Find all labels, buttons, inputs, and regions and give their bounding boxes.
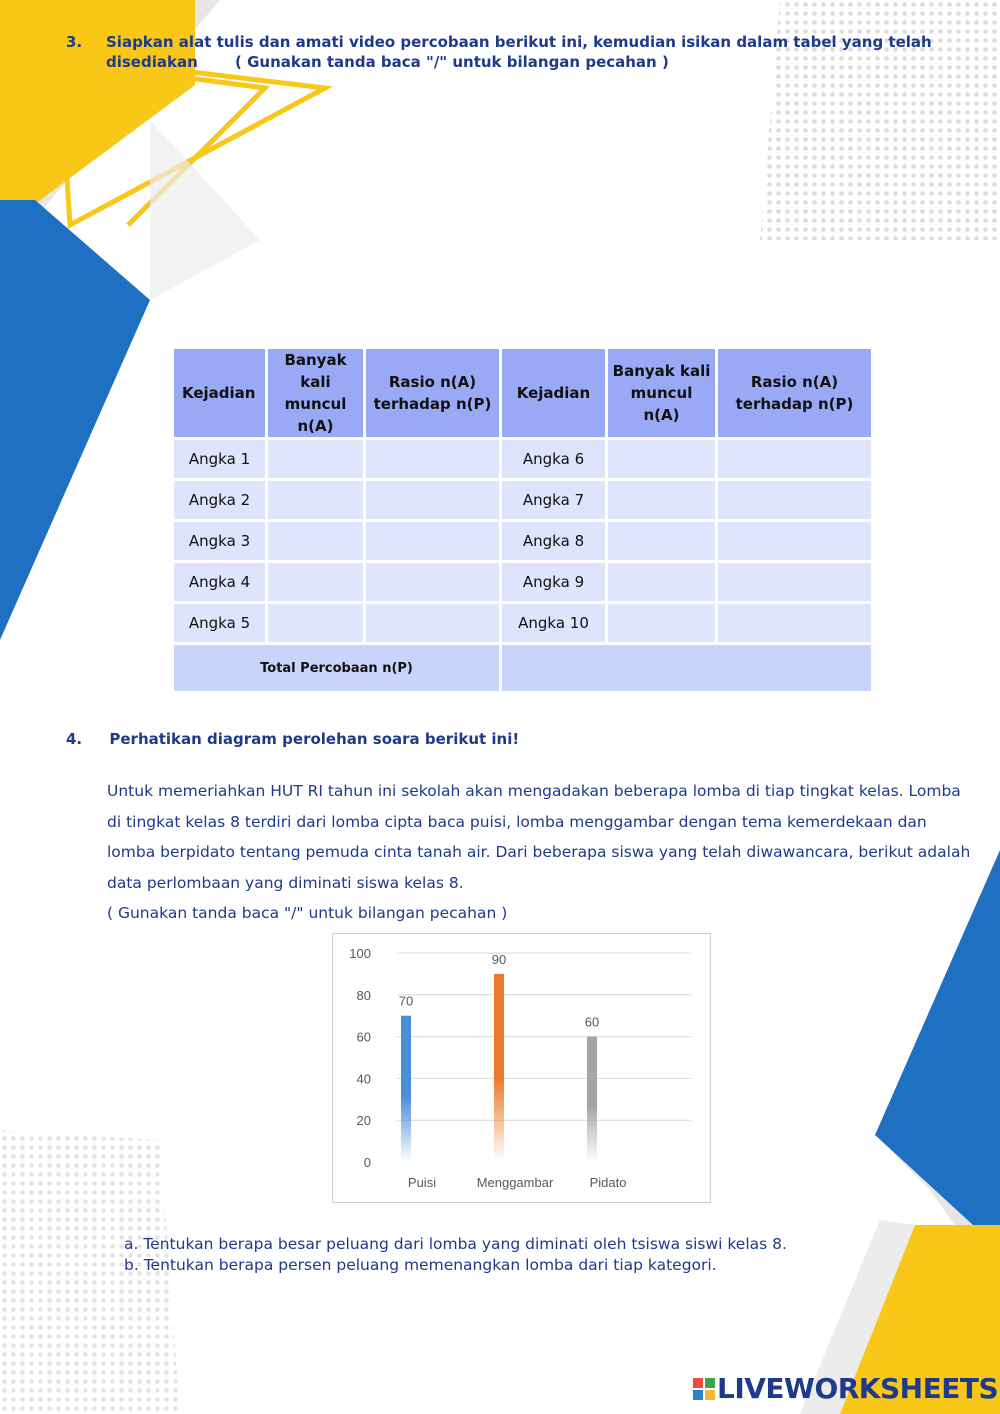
data-label: 70 bbox=[398, 993, 414, 1009]
answer-input[interactable] bbox=[607, 439, 717, 480]
answer-input[interactable] bbox=[607, 480, 717, 521]
bar-menggambar bbox=[494, 974, 504, 1162]
answer-input[interactable] bbox=[267, 521, 365, 562]
data-label: 90 bbox=[491, 951, 507, 967]
header-kejadian-left: Kejadian bbox=[173, 348, 267, 439]
y-tick-label: 20 bbox=[356, 1113, 371, 1129]
answer-input[interactable] bbox=[607, 521, 717, 562]
liveworksheets-logo-icon bbox=[693, 1378, 715, 1400]
row-label-right: Angka 6 bbox=[501, 439, 607, 480]
answer-input[interactable] bbox=[717, 439, 873, 480]
question-4 bbox=[66, 730, 519, 748]
y-tick-label: 80 bbox=[356, 987, 371, 1003]
vote-chart bbox=[332, 933, 711, 1203]
question-3 bbox=[66, 32, 946, 72]
vote-chart-svg bbox=[333, 934, 710, 1202]
question-4-hint: ( Gunakan tanda baca "/" untuk bilangan pecahan ) bbox=[107, 904, 508, 922]
y-tick-label: 0 bbox=[363, 1155, 371, 1170]
answer-input[interactable] bbox=[607, 603, 717, 644]
header-banyak-right: Banyak kali muncul n(A) bbox=[607, 348, 717, 439]
row-label-right: Angka 10 bbox=[501, 603, 607, 644]
answer-input[interactable] bbox=[717, 603, 873, 644]
y-tick-label: 100 bbox=[349, 946, 371, 961]
answer-input[interactable] bbox=[267, 562, 365, 603]
question-3-number: 3. bbox=[66, 33, 83, 51]
question-4-paragraph: Untuk memeriahkan HUT RI tahun ini sekolah akan mengadakan beberapa lomba di tiap tingkat kelas. Lomba di tingkat kelas 8 terdiri dari lomba cipta baca puisi, lomba menggambar dengan tema kemerdekaan dan lomba berpidato tentang pemuda cinta tanah air. Dari beberapa siswa yang telah diwawancara, berikut adalah data perlombaan yang diminati siswa kelas 8. bbox=[107, 782, 971, 892]
row-label-left: Angka 2 bbox=[173, 480, 267, 521]
row-label-left: Angka 4 bbox=[173, 562, 267, 603]
row-label-left: Angka 3 bbox=[173, 521, 267, 562]
logo-text: LIVEWORKSHEETS bbox=[717, 1372, 999, 1405]
y-tick-label: 60 bbox=[356, 1029, 371, 1045]
question-3-hint: ( Gunakan tanda baca "/" untuk bilangan pecahan ) bbox=[235, 53, 669, 71]
subquestion-b: b. Tentukan berapa persen peluang memenangkan lomba dari tiap kategori. bbox=[124, 1256, 717, 1274]
answer-input[interactable] bbox=[365, 562, 501, 603]
bar-pidato bbox=[587, 1037, 597, 1162]
total-label: Total Percobaan n(P) bbox=[173, 644, 501, 693]
bar-puisi bbox=[401, 1016, 411, 1162]
liveworksheets-logo bbox=[693, 1372, 998, 1405]
x-tick-label: Puisi bbox=[407, 1175, 437, 1190]
row-label-left: Angka 5 bbox=[173, 603, 267, 644]
question-4-title: Perhatikan diagram perolehan soara berikut ini! bbox=[109, 730, 520, 748]
answer-input[interactable] bbox=[607, 562, 717, 603]
table-row bbox=[173, 480, 873, 521]
answer-input[interactable] bbox=[365, 521, 501, 562]
table-row bbox=[173, 521, 873, 562]
answer-input[interactable] bbox=[365, 603, 501, 644]
header-banyak-left: Banyak kali muncul n(A) bbox=[267, 348, 365, 439]
x-tick-label: Pidato bbox=[589, 1175, 627, 1190]
data-label: 60 bbox=[584, 1014, 600, 1030]
header-rasio-left: Rasio n(A) terhadap n(P) bbox=[365, 348, 501, 439]
question-4-body bbox=[107, 776, 977, 929]
answer-input[interactable] bbox=[717, 480, 873, 521]
x-tick-label: Menggambar bbox=[476, 1175, 554, 1190]
subquestion-a: a. Tentukan berapa besar peluang dari lomba yang diminati oleh tsiswa siswi kelas 8. bbox=[124, 1235, 787, 1253]
row-label-right: Angka 9 bbox=[501, 562, 607, 603]
row-label-left: Angka 1 bbox=[173, 439, 267, 480]
total-input[interactable] bbox=[501, 644, 873, 693]
total-row bbox=[173, 644, 873, 693]
header-kejadian-right: Kejadian bbox=[501, 348, 607, 439]
y-tick-label: 40 bbox=[356, 1071, 371, 1087]
question-4-number: 4. bbox=[66, 730, 83, 748]
table-row bbox=[173, 562, 873, 603]
question-3-text: Siapkan alat tulis dan amati video percobaan berikut ini, kemudian isikan dalam tabel yang telah disediakan bbox=[106, 33, 932, 71]
answer-input[interactable] bbox=[717, 562, 873, 603]
answer-input[interactable] bbox=[365, 439, 501, 480]
answer-input[interactable] bbox=[267, 439, 365, 480]
answer-input[interactable] bbox=[267, 480, 365, 521]
table-row bbox=[173, 439, 873, 480]
answer-input[interactable] bbox=[365, 480, 501, 521]
header-rasio-right: Rasio n(A) terhadap n(P) bbox=[717, 348, 873, 439]
row-label-right: Angka 8 bbox=[501, 521, 607, 562]
answer-input[interactable] bbox=[267, 603, 365, 644]
experiment-table bbox=[171, 346, 874, 694]
answer-input[interactable] bbox=[717, 521, 873, 562]
row-label-right: Angka 7 bbox=[501, 480, 607, 521]
table-row bbox=[173, 603, 873, 644]
question-4-subquestions bbox=[124, 1234, 787, 1276]
